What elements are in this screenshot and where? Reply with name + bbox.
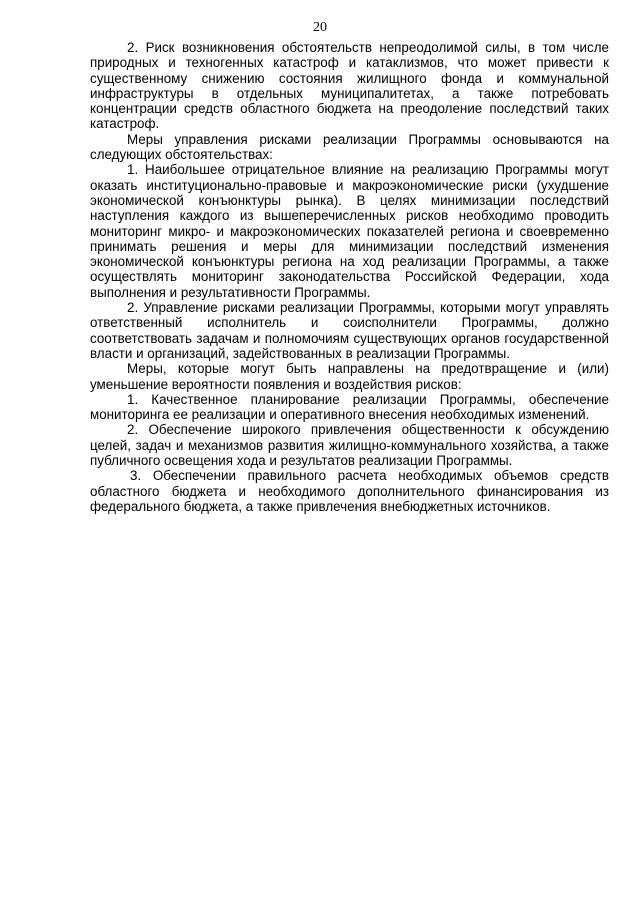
page-number: 20 xyxy=(313,20,327,35)
paragraph-macroeconomic-risks: 1. Наибольшее отрицательное влияние на реализацию Программы могут оказать институционально-правовые и макроэкономические риски (ухудшение экономической конъюнктуры рынка). В целях минимизации последствий наступления каждого из вышеперечисленных рисков необходимо проводить мониторинг микро- и макроэкономических показателей региона и своевременно принимать решения и меры для минимизации последствий изменения экономической конъюнктуры региона на ход реализации Программы, а также осуществлять мониторинг законодательства Российской Федерации, хода выполнения и результативности Программы. xyxy=(90,162,609,300)
paragraph-measure-planning: 1. Качественное планирование реализации Программы, обеспечение мониторинга ее реализации и оперативного внесения необходимых изменений. xyxy=(90,391,609,423)
page-body xyxy=(90,40,609,514)
paragraph-risk-management-responsibility: 2. Управление рисками реализации Программы, которыми могут управлять ответственный исполнитель и соисполнители Программы, должно соответствовать задачам и полномочиям существующих органов государственной власти и организаций, задействованных в реализации Программы. xyxy=(90,300,609,361)
paragraph-measure-public-involvement: 2. Обеспечение широкого привлечения общественности к обсуждению целей, задач и механизмов развития жилищно-коммунального хозяйства, а также публичного освещения хода и результатов реализации Программы. xyxy=(90,422,609,469)
paragraph-measure-budget-calculation: 3. Обеспечении правильного расчета необходимых объемов средств областного бюджета и необходимого дополнительного финансирования из федерального бюджета, а также привлечения внебюджетных источников. xyxy=(90,468,609,514)
paragraph-force-majeure-risk: 2. Риск возникновения обстоятельств непреодолимой силы, в том числе природных и техногенных катастроф и катаклизмов, что может привести к существенному снижению состояния жилищного фонда и коммунальной инфраструктуры в отдельных муниципалитетах, а также потребовать концентрации средств областного бюджета на преодоление последствий таких катастроф. xyxy=(90,40,609,132)
paragraph-prevention-measures-intro: Меры, которые могут быть направлены на предотвращение и (или) уменьшение вероятности появления и воздействия рисков: xyxy=(90,361,609,392)
paragraph-risk-management-intro: Меры управления рисками реализации Программы основываются на следующих обстоятельствах: xyxy=(90,131,609,163)
